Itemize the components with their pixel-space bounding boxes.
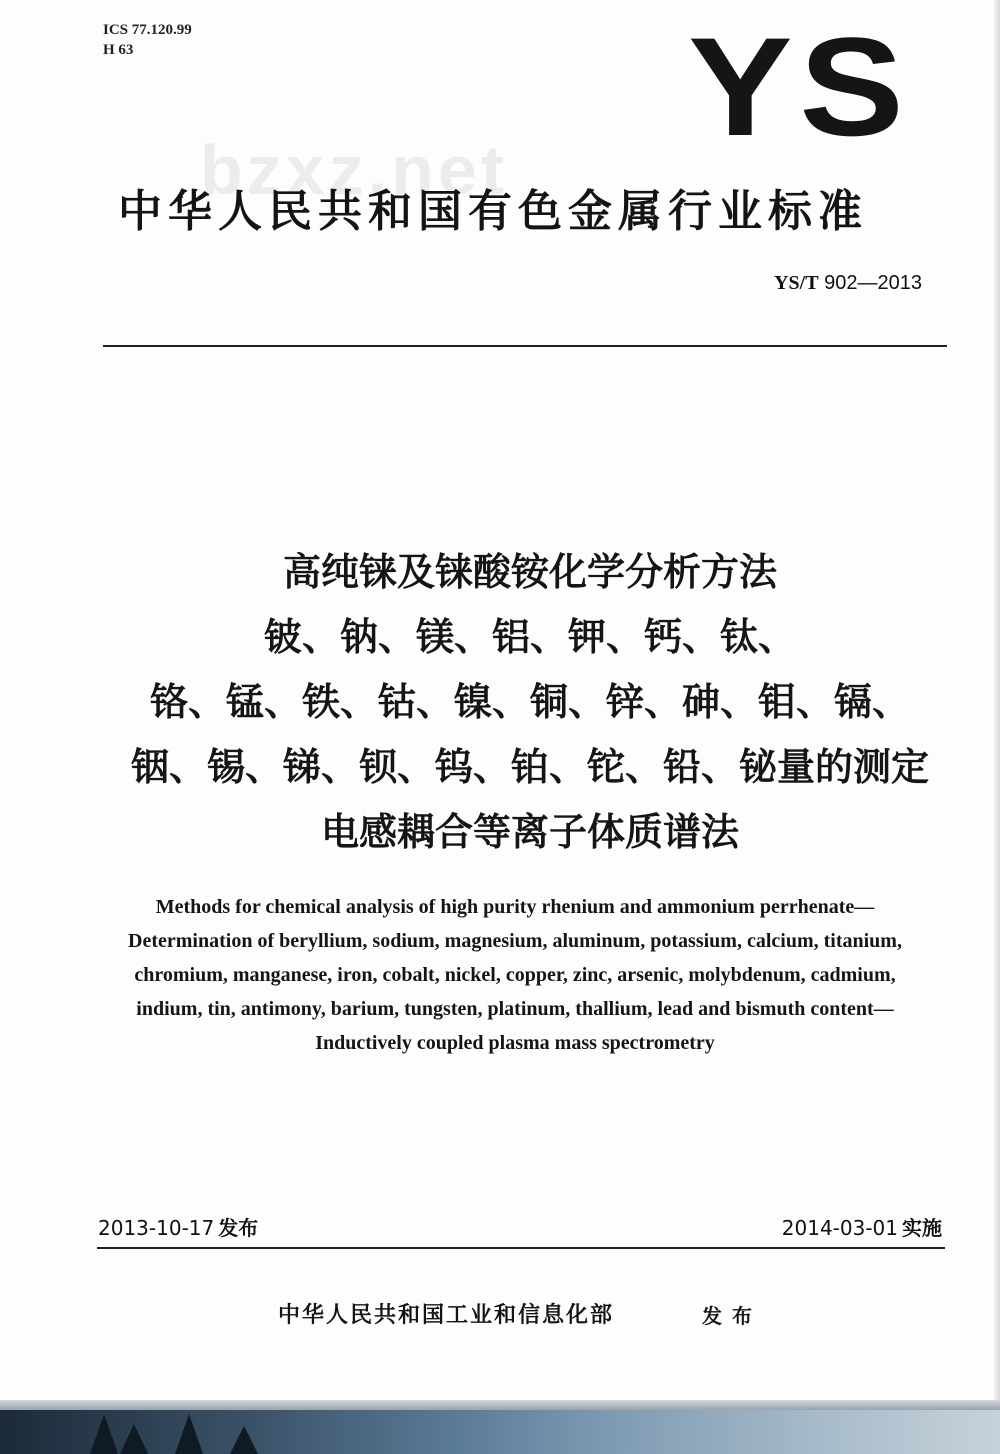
standard-category-title: 中华人民共和国有色金属行业标准: [118, 186, 868, 237]
top-divider: [103, 345, 947, 347]
standard-code-prefix: YS/T: [774, 272, 819, 294]
english-title-line: Methods for chemical analysis of high purity rhenium and ammonium perrhenate—: [155, 896, 875, 918]
ys-logo: YS: [688, 8, 911, 165]
issue-date: [98, 1212, 258, 1241]
issuer-name: 中华人民共和国工业和信息化部: [278, 1303, 615, 1328]
classification-block: [103, 20, 192, 60]
tree-silhouette-icon: [230, 1426, 258, 1454]
tree-silhouette-icon: [175, 1414, 203, 1454]
english-title-line: indium, tin, antimony, barium, tungsten, platinum, thallium, lead and bismuth content—: [136, 998, 894, 1020]
standard-code: [774, 272, 922, 295]
standard-code-number: 902—2013: [824, 272, 922, 294]
chinese-title-line: 铬、锰、铁、钴、镍、铜、锌、砷、钼、镉、: [149, 680, 910, 724]
watermark: bzxz.net: [200, 131, 509, 209]
issue-date-value: 2013-10-17: [98, 1216, 215, 1240]
ics-code: ICS 77.120.99: [103, 22, 192, 38]
chinese-title: [60, 540, 1000, 865]
english-title: [40, 890, 990, 1060]
chinese-title-line: 铍、钠、镁、铝、钾、钙、钛、: [263, 615, 796, 659]
bottom-divider: [97, 1247, 945, 1249]
chinese-title-line: 高纯铼及铼酸铵化学分析方法: [282, 550, 777, 594]
chinese-title-line: 电感耦合等离子体质谱法: [320, 810, 739, 854]
english-title-line: Determination of beryllium, sodium, magnesium, aluminum, potassium, calcium, titanium,: [128, 930, 902, 952]
tree-silhouette-icon: [90, 1414, 118, 1454]
english-title-line: Inductively coupled plasma mass spectrometry: [315, 1032, 715, 1054]
implementation-date-value: 2014-03-01: [781, 1216, 898, 1240]
implementation-date-label: 实施: [902, 1216, 942, 1240]
issue-date-label: 发布: [218, 1216, 259, 1240]
english-title-line: chromium, manganese, iron, cobalt, nickel, copper, zinc, arsenic, molybdenum, cadmium,: [134, 964, 896, 986]
implementation-date: [782, 1212, 942, 1241]
chinese-title-line: 铟、锡、锑、钡、钨、铂、铊、铅、铋量的测定: [130, 745, 929, 789]
ccs-code: H 63: [103, 42, 134, 58]
tree-silhouette-icon: [120, 1424, 148, 1454]
background-photo-strip: [0, 1400, 1000, 1454]
page-shadow-band: [0, 1400, 1000, 1410]
issuer-action: 发布: [702, 1304, 762, 1328]
